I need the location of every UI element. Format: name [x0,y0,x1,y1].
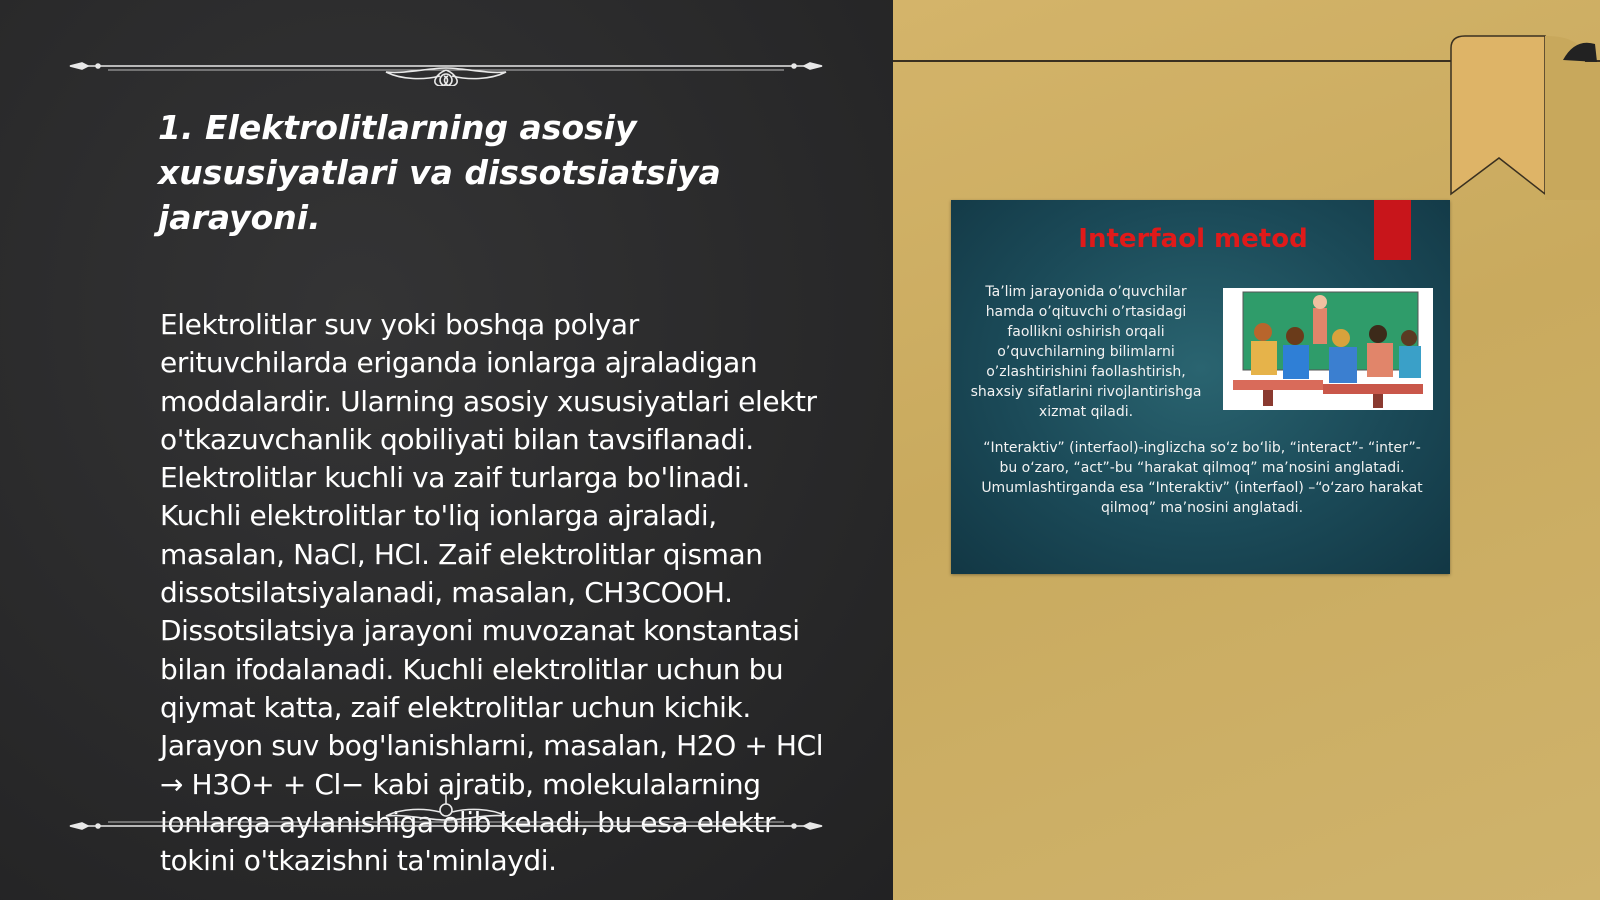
embedded-slide-card [951,200,1450,574]
embedded-slide-title: Interfaol metod [1078,224,1308,254]
embedded-slide-paragraph-1: Ta’lim jarayonida o’quvchilar hamda o’qituvchi o’rtasidagi faollikni oshirish orqali o’quvchilarning bilimlarni o’zlashtirishini faollashtirish, shaxsiy sifatlarini rivojlantirishga xizmat qiladi. [970,284,1202,420]
ornament-divider-bottom [68,790,824,830]
classroom-illustration [1223,288,1433,410]
bookmark-ribbon-icon [1435,34,1600,200]
slide-title: 1. Elektrolitlarning asosiy xususiyatlari va dissotsiatsiya jarayoni. [158,108,721,237]
embedded-slide-paragraph-2: “Interaktiv” (interfaol)-inglizcha so‘z bo‘lib, “interact”- “inter”-bu o‘zaro, “act”-bu “harakat qilmoq” ma’nosini anglatadi. Umumlashtirganda esa “Interaktiv” (interfaol) –“o‘zaro harakat qilmoq” ma’nosini anglatadi. [981,440,1423,516]
ornament-divider-top [68,46,824,86]
slide-body-text: Elektrolitlar suv yoki boshqa polyar erituvchilarda eriganda ionlarga ajraladigan moddalardir. Ularning asosiy xususiyatlari elektr o'tkazuvchanlik qobiliyati bilan tavsiflanadi. Elektrolitlar kuchli va zaif turlarga bo'linadi. Kuchli elektrolitlar to'liq ionlarga ajraladi, masalan, NaCl, HCl. Zaif elektrolitlar qisman dissotsilatsiyalanadi, masalan, CH3COOH. Dissotsilatsiya jarayoni muvozanat konstantasi bilan ifodalanadi. Kuchli elektrolitlar uchun bu qiymat katta, zaif elektrolitlar uchun kichik. Jarayon suv bog'lanishlarni, masalan, H2O + HCl → H3O+ + Cl− kabi ajratib, molekulalarning ionlarga aylanishiga olib keladi, bu esa elektr tokini o'tkazishni ta'minlaydi. [160,308,824,878]
